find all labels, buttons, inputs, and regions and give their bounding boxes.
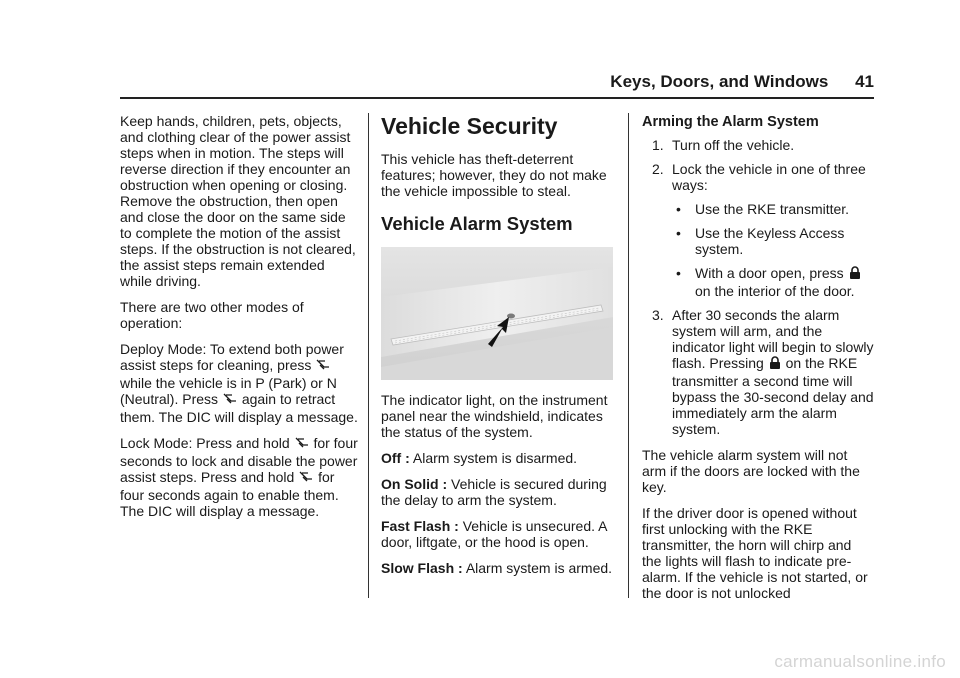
steps-list xyxy=(642,137,874,437)
header-rule xyxy=(120,97,874,99)
dashboard-indicator-photo xyxy=(381,247,613,380)
photo-caption: The indicator light, on the instrument panel near the windshield, indicates the status of the system. xyxy=(381,392,608,440)
text-run: again to retract them. The DIC will display a message. xyxy=(120,391,358,425)
lock-icon xyxy=(769,356,781,373)
definition: Vehicle is unsecured. A door, liftgate, or the hood is open. xyxy=(381,518,607,550)
term: Slow Flash : xyxy=(381,560,463,576)
list-item xyxy=(642,137,874,153)
text-run: Lock Mode: Press and hold xyxy=(120,435,290,451)
deploy-mode-paragraph xyxy=(120,341,358,425)
definition: Alarm system is armed. xyxy=(465,560,613,576)
list-item xyxy=(672,265,874,299)
assist-step-icon xyxy=(223,392,237,409)
bullet-text: With a door open, press xyxy=(695,265,844,281)
column-right xyxy=(642,113,874,611)
column-middle xyxy=(381,113,619,586)
text-run: for four seconds again to enable them. The DIC will display a message. xyxy=(120,469,339,519)
watermark: carmanualsonline.info xyxy=(774,652,946,671)
definition-fast-flash xyxy=(381,518,619,550)
definition-slow-flash xyxy=(381,560,619,576)
step-text: on the RKE transmitter a second time will bypass the 30-second delay and immediately arm the alarm system. xyxy=(672,355,874,437)
bullet: • xyxy=(676,225,681,241)
lock-mode-paragraph xyxy=(120,435,358,519)
step-text: Lock the vehicle in one of three ways: xyxy=(672,161,866,193)
bullet-text: Use the Keyless Access system. xyxy=(695,225,845,257)
step-text: Turn off the vehicle. xyxy=(672,137,795,153)
assist-step-icon xyxy=(316,358,330,375)
subsection-heading: Arming the Alarm System xyxy=(642,114,819,130)
bullet: • xyxy=(676,265,681,281)
paragraph: The vehicle alarm system will not arm if the doors are locked with the key. xyxy=(642,447,860,495)
paragraph: If the driver door is opened without first unlocking with the RKE transmitter, the horn will chirp and the lights will flash to indicate pre-alarm. If the vehicle is not started, or the door is not unlocked xyxy=(642,505,868,601)
paragraph: There are two other modes of operation: xyxy=(120,299,304,331)
term: On Solid : xyxy=(381,476,448,492)
page-header xyxy=(610,72,874,92)
bullet-text: on the interior of the door. xyxy=(695,283,855,299)
list-item xyxy=(672,225,874,257)
column-divider xyxy=(628,113,629,598)
column-divider xyxy=(368,113,369,598)
text-run: while the vehicle is in P (Park) or N (Neutral). Press xyxy=(120,375,337,407)
paragraph: Keep hands, children, pets, objects, and clothing clear of the power assist steps when in motion. The steps will reverse direction if they encounter an obstruction when opening or closing. Remove the obstruction, then open and close the door on the same side to complete the motion of the assist steps. If the obstruction is not cleared, the assist steps remain extended while driving. xyxy=(120,113,356,289)
list-item xyxy=(672,201,874,217)
bullet-text: Use the RKE transmitter. xyxy=(695,201,850,217)
definition: Vehicle is secured during the delay to arm the system. xyxy=(381,476,607,508)
bullet: • xyxy=(676,201,681,217)
term: Off : xyxy=(381,450,410,466)
text-run: Deploy Mode: To extend both power assist steps for cleaning, press xyxy=(120,341,344,373)
step-number: 3. xyxy=(652,307,664,323)
assist-step-icon xyxy=(295,436,309,453)
definition-off xyxy=(381,450,619,466)
subsection-heading: Vehicle Alarm System xyxy=(381,213,573,234)
list-item xyxy=(642,161,874,299)
definition: Alarm system is disarmed. xyxy=(412,450,578,466)
step-number: 2. xyxy=(652,161,664,177)
column-left xyxy=(120,113,358,529)
assist-step-icon xyxy=(299,470,313,487)
bullet-list xyxy=(672,201,874,299)
section-heading: Vehicle Security xyxy=(381,113,558,139)
list-item xyxy=(642,307,874,437)
lock-icon xyxy=(849,266,861,283)
definition-on-solid xyxy=(381,476,619,508)
step-number: 1. xyxy=(652,137,664,153)
text-run: for four seconds to lock and disable the power assist steps. Press and hold xyxy=(120,435,358,485)
page-number: 41 xyxy=(855,72,874,91)
step-text: After 30 seconds the alarm system will arm, and the indicator light will begin to slowly flash. Pressing xyxy=(672,307,874,371)
paragraph: This vehicle has theft-deterrent features; however, they do not make the vehicle impossible to steal. xyxy=(381,151,607,199)
term: Fast Flash : xyxy=(381,518,459,534)
section-title: Keys, Doors, and Windows xyxy=(610,72,829,91)
